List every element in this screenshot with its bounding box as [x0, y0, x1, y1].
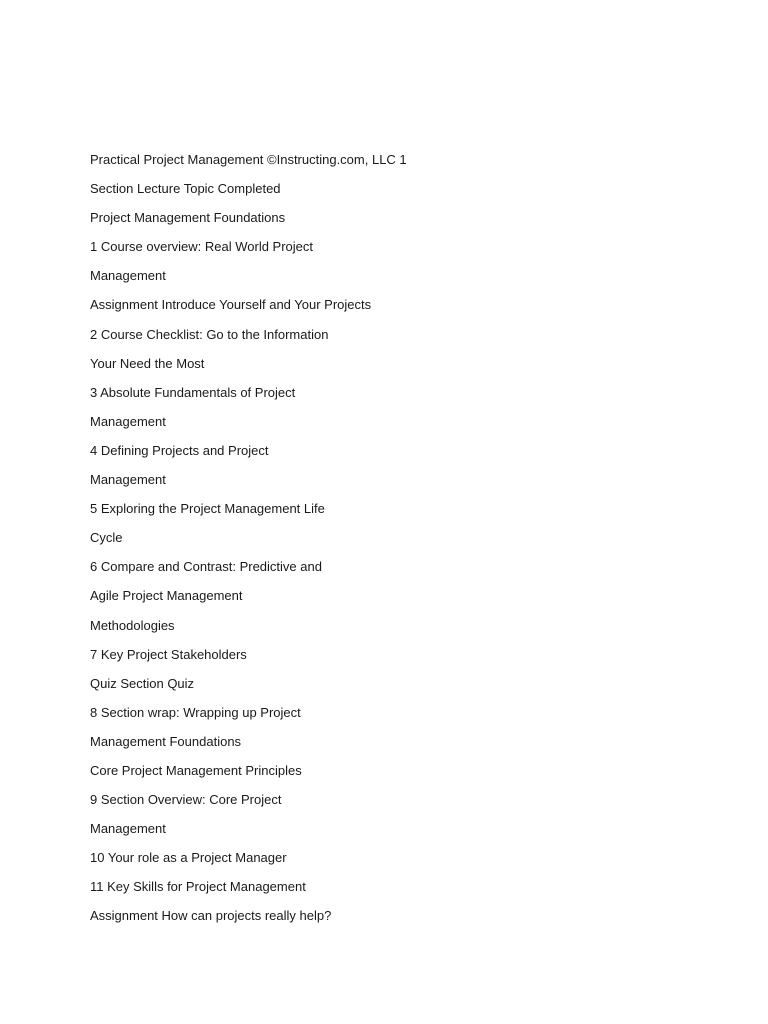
lecture-line: 1 Course overview: Real World Project: [90, 239, 314, 255]
lecture-line: Management: [90, 413, 166, 429]
assignment-line: Assignment How can projects really help?: [90, 908, 332, 924]
lecture-line: Your Need the Most: [90, 355, 205, 371]
lecture-line: Agile Project Management: [90, 588, 243, 604]
lecture-line: Management Foundations: [90, 733, 242, 749]
assignment-line: Assignment Introduce Yourself and Your Projects: [90, 297, 372, 313]
document-header: Practical Project Management ©Instructing.com, LLC 1: [90, 152, 407, 167]
lecture-line: Management: [90, 821, 166, 837]
lecture-line: 5 Exploring the Project Management Life: [90, 501, 325, 517]
document-body: [90, 150, 690, 936]
lecture-line: Cycle: [90, 530, 123, 546]
table-header-row: Section Lecture Topic Completed: [90, 181, 281, 197]
lecture-line: 8 Section wrap: Wrapping up Project: [90, 704, 301, 720]
lecture-line: 2 Course Checklist: Go to the Information: [90, 326, 329, 342]
lecture-line: 10 Your role as a Project Manager: [90, 850, 287, 866]
lecture-line: 9 Section Overview: Core Project: [90, 792, 282, 808]
lecture-line: 4 Defining Projects and Project: [90, 442, 269, 458]
lecture-line: Methodologies: [90, 617, 175, 633]
quiz-line: Quiz Section Quiz: [90, 675, 195, 691]
section-heading: Project Management Foundations: [90, 210, 286, 226]
section-heading: Core Project Management Principles: [90, 762, 302, 778]
lecture-line: 11 Key Skills for Project Management: [90, 879, 306, 895]
lecture-line: 3 Absolute Fundamentals of Project: [90, 384, 296, 400]
lecture-line: Management: [90, 472, 166, 488]
lecture-line: 7 Key Project Stakeholders: [90, 646, 247, 662]
lecture-line: Management: [90, 268, 166, 284]
lecture-line: 6 Compare and Contrast: Predictive and: [90, 559, 322, 575]
